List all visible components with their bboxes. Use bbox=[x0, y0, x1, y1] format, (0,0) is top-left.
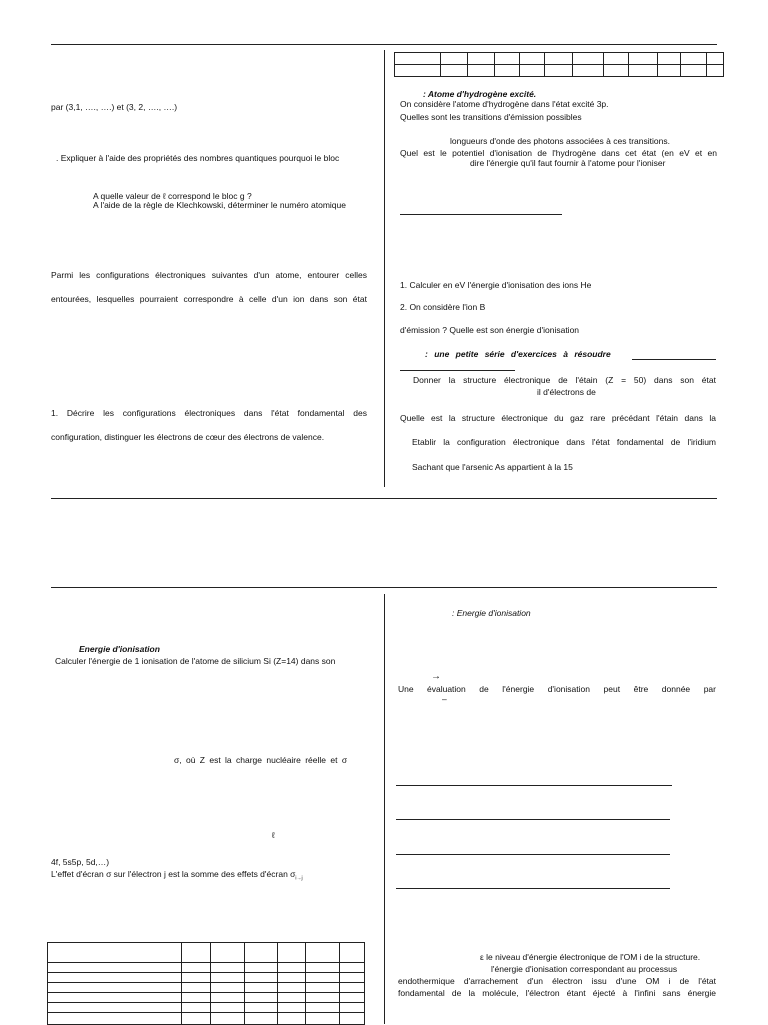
effet-ecran-text: L'effet d'écran σ sur l'électron j est la somme des effets d'écran $\sigma_{i\to j}$ bbox=[51, 869, 303, 882]
ionisation-right-title: : Energie d'ionisation bbox=[452, 608, 531, 618]
answer-line-top bbox=[400, 214, 562, 215]
orbitals-text: 4f, 5s5p, 5d,…) bbox=[51, 857, 110, 867]
answer-line-3 bbox=[396, 854, 670, 855]
ell-symbol: ℓ bbox=[272, 830, 275, 840]
hydrogen-potentiel: Quel est le potentiel d'ionisation de l'hydrogène dans cet état (en eV et en bbox=[400, 148, 717, 158]
middle-rule-lower bbox=[51, 587, 717, 588]
parmi-text: Parmi les configurations électroniques suivantes d'un atome, entourer celles bbox=[51, 270, 367, 280]
il-electrons: il d'électrons de bbox=[537, 387, 596, 397]
etain-question: Donner la structure électronique de l'étain (Z = 50) dans son état bbox=[413, 375, 716, 385]
emission-question: d'émission ? Quelle est son énergie d'ionisation bbox=[400, 325, 580, 335]
bottom-column-divider bbox=[384, 594, 385, 1024]
evaluation-text: évaluation de l'énergie d'ionisation peut être donnée par bbox=[427, 684, 716, 694]
sigma-text: σ, où Z est la charge nucléaire réelle et σ bbox=[174, 755, 348, 765]
middle-rule-upper bbox=[51, 498, 717, 499]
top-rule bbox=[51, 44, 717, 45]
hydrogen-longueurs: longueurs d'onde des photons associées à ces transitions. bbox=[450, 136, 670, 146]
serie-title: : une petite série d'exercices à résoudre bbox=[425, 349, 611, 359]
answer-line-2 bbox=[396, 819, 670, 820]
serie-underline-left bbox=[400, 370, 515, 371]
entourees-text: entourées, lesquelles pourraient correspondre à celle d'un ion dans son état bbox=[51, 294, 367, 304]
explain-bloc-text: . Expliquer à l'aide des propriétés des nombres quantiques pourquoi le bloc bbox=[56, 153, 340, 163]
hydrogen-considere: On considère l'atome d'hydrogène dans l'état excité 3p. bbox=[400, 99, 609, 109]
hydrogen-fournir: dire l'énergie qu'il faut fournir à l'atome pour l'ioniser bbox=[470, 158, 666, 168]
bloc-g-question: A quelle valeur de ℓ correspond le bloc g ? bbox=[93, 191, 252, 201]
blank-grid-bottom bbox=[47, 942, 365, 1025]
decrire-text: 1. Décrire les configurations électroniques dans l'état fondamental des bbox=[51, 408, 367, 418]
endothermique-text: endothermique d'arrachement d'un électron issu d'une OM i de l'état bbox=[398, 976, 716, 986]
vector-arrow: → bbox=[431, 671, 441, 682]
gaz-rare-question: Quelle est la structure électronique du gaz rare précédant l'étain dans la bbox=[400, 413, 716, 423]
calculer-he: 1. Calculer en eV l'énergie d'ionisation des ions He bbox=[400, 280, 592, 290]
iridium-question: Etablir la configuration électronique dans l'état fondamental de l'iridium bbox=[412, 437, 716, 447]
answer-line-1 bbox=[396, 785, 672, 786]
ionisation-section-title: Energie d'ionisation bbox=[79, 644, 160, 654]
top-column-divider bbox=[384, 50, 385, 487]
serie-underline-right bbox=[632, 359, 716, 360]
answer-line-4 bbox=[396, 888, 670, 889]
calculer-silicium: Calculer l'énergie de 1 ionisation de l'atome de silicium Si (Z=14) dans son bbox=[55, 656, 336, 666]
configuration-text: configuration, distinguer les électrons de cœur des électrons de valence. bbox=[51, 432, 325, 442]
epsilon-text: ε le niveau d'énergie électronique de l'OM i de la structure. bbox=[480, 952, 701, 962]
ion-b: 2. On considère l'ion B bbox=[400, 302, 486, 312]
klechkowski-question: A l'aide de la règle de Klechkowski, déterminer le numéro atomique bbox=[93, 200, 346, 210]
une-text: Une bbox=[398, 684, 414, 694]
energie-processus: l'énergie d'ionisation correspondant au processus bbox=[491, 964, 678, 974]
arsenic-question: Sachant que l'arsenic As appartient à la 15 bbox=[412, 462, 573, 472]
dash-mark: – bbox=[442, 694, 447, 704]
hydrogen-transitions: Quelles sont les transitions d'émission possibles bbox=[400, 112, 582, 122]
blank-grid-top bbox=[394, 52, 724, 77]
fondamental-text: fondamental de la molécule, l'électron étant éjecté à l'infini sans énergie bbox=[398, 988, 716, 998]
hydrogen-section-title: : Atome d'hydrogène excité. bbox=[423, 89, 537, 99]
quantum-pairs-text: par (3,1, …., ….) et (3, 2, …., ….) bbox=[51, 102, 178, 112]
